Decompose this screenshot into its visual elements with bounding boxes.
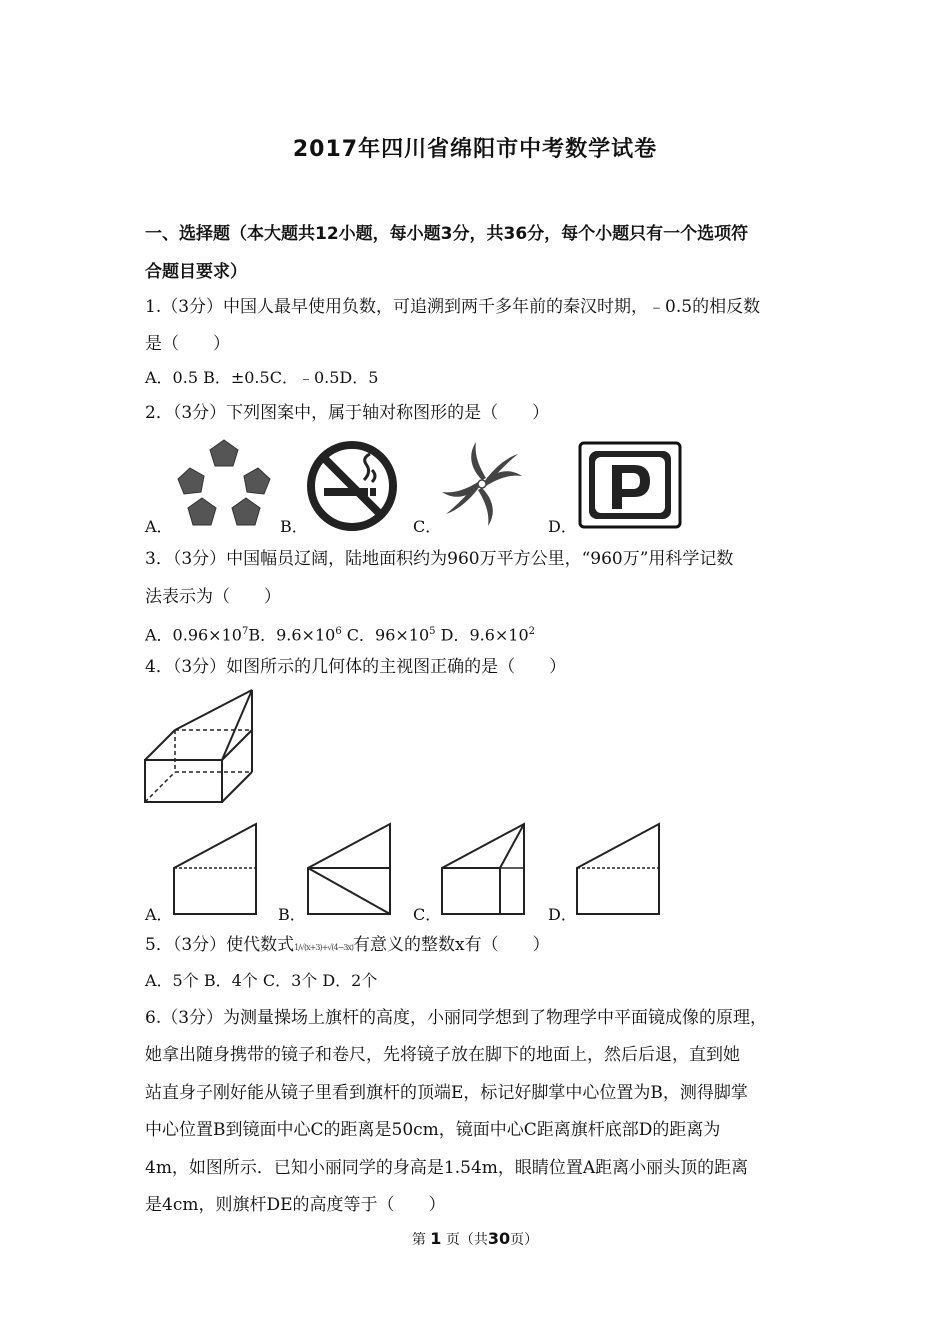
q2-label-d: D． xyxy=(548,517,577,536)
q6-line-1: 6.（3分）为测量操场上旗杆的高度，小丽同学想到了物理学中平面镜成像的原理， xyxy=(145,1008,768,1028)
q4-label-d: D． xyxy=(548,905,577,924)
q1-stem-line1: 1.（3分）中国人最早使用负数，可追溯到两千多年前的秦汉时期，﹣0.5的相反数 xyxy=(145,297,761,317)
q3-option-a: A．0.96×10 xyxy=(145,625,242,645)
q5-options: A．5个 B．4个 C．3个 D．2个 xyxy=(145,971,378,990)
page-footer: 第 1 页（共30页） xyxy=(411,1229,539,1248)
q3-options: A．$0.96\times 10^7B$．$9.6\times 10^6$ C．$96\times 10^5$ D．$9.6\times 10^2$ xyxy=(145,625,536,645)
q3-option-c: C．96×10 xyxy=(341,625,430,645)
q3-option-d: D．9.6×10 xyxy=(435,625,529,645)
q6-line-3: 站直身子刚好能从镜子里看到旗杆的顶端E，标记好脚掌中心位置为B，测得脚掌 xyxy=(145,1083,748,1103)
q6-line-5: 4m，如图所示．已知小丽同学的身高是1.54m，眼睛位置A距离小丽头顶的距离 xyxy=(145,1158,749,1178)
q4-label-a: A． xyxy=(145,905,173,924)
section-heading-line2: 合题目要求） xyxy=(145,262,247,282)
q6-line-4: 中心位置B到镜面中心C的距离是50cm，镜面中心C距离旗杆底部D的距离为 xyxy=(145,1120,721,1140)
q4-option-a-figure xyxy=(172,822,260,916)
q1-options: A．0.5 B．±0.5C．﹣0.5D．5 xyxy=(145,368,379,387)
q5-stem: 5．（3分）使代数式1/√(x+3)+√(4−3x)有意义的整数x有（ ） xyxy=(145,935,550,955)
q2-figure-c xyxy=(440,440,524,528)
q3-stem-line2: 法表示为（ ） xyxy=(145,587,281,607)
q4-label-c: C． xyxy=(413,905,442,924)
q3-option-b: B．9.6×10 xyxy=(248,625,336,645)
q2-label-c: C． xyxy=(413,517,442,536)
page-title: 2017年四川省绵阳市中考数学试卷 xyxy=(292,137,658,162)
q4-label-b: B． xyxy=(278,905,306,924)
q2-figure-a xyxy=(172,438,276,530)
q1-stem-line2: 是（ ） xyxy=(145,334,230,354)
q4-option-d-figure xyxy=(575,822,663,916)
section-heading-line1: 一、选择题（本大题共12小题，每小题3分，共36分，每个小题只有一个选项符 xyxy=(145,224,749,244)
q6-line-6: 是4cm，则旗杆DE的高度等于（ ） xyxy=(145,1195,446,1215)
q3-stem-line1: 3．（3分）中国幅员辽阔，陆地面积约为960万平方公里，“960万”用科学记数 xyxy=(145,549,734,569)
q2-stem: 2．（3分）下列图案中，属于轴对称图形的是（ ） xyxy=(145,403,550,423)
q4-option-b-figure xyxy=(306,822,394,916)
q4-solid-figure xyxy=(140,688,260,806)
q4-stem: 4．（3分）如图所示的几何体的主视图正确的是（ ） xyxy=(145,657,567,677)
page-total: 30 xyxy=(487,1229,511,1248)
q2-figure-b xyxy=(306,440,398,532)
page-number: 1 xyxy=(430,1229,442,1248)
q5-formula: 1/√(x+3)+√(4−3x) xyxy=(294,943,354,952)
q4-option-c-figure xyxy=(440,822,528,916)
q6-line-2: 她拿出随身携带的镜子和卷尺，先将镜子放在脚下的地面上，然后后退，直到她 xyxy=(145,1045,740,1065)
q2-label-a: A． xyxy=(145,517,173,536)
q2-figure-d xyxy=(578,441,682,529)
q2-label-b: B． xyxy=(280,517,308,536)
